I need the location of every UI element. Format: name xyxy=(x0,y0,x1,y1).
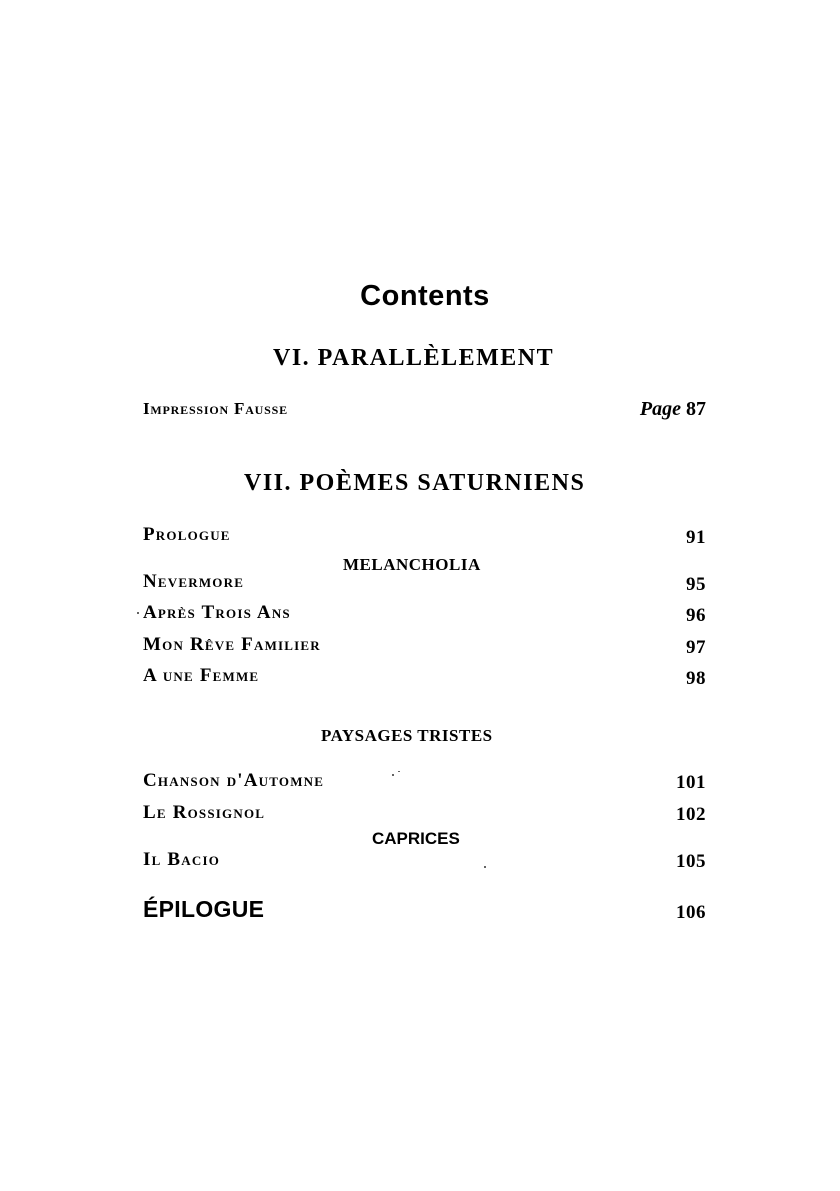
section-heading-vii: VII. POÈMES SATURNIENS xyxy=(244,470,586,496)
toc-entry-apres-trois-ans: Après Trois Ans xyxy=(143,602,291,623)
scan-speck xyxy=(392,774,394,776)
page-number-value: 87 xyxy=(686,398,706,420)
page-number-95: 95 xyxy=(686,574,706,595)
page-number-101: 101 xyxy=(676,772,706,793)
page-number-91: 91 xyxy=(686,527,706,548)
toc-entry-mon-reve-familier: Mon Rêve Familier xyxy=(143,634,321,655)
page-number-102: 102 xyxy=(676,804,706,825)
page-number-87 xyxy=(640,398,706,421)
toc-entry-chanson-d-automne: Chanson d'Automne xyxy=(143,770,325,791)
subheading-caprices: CAPRICES xyxy=(372,829,460,848)
page-number-105: 105 xyxy=(676,851,706,872)
toc-entry-a-une-femme: A une Femme xyxy=(143,665,260,686)
toc-entry-le-rossignol: Le Rossignol xyxy=(143,802,266,823)
toc-entry-prologue: Prologue xyxy=(143,524,231,545)
page-number-106: 106 xyxy=(676,902,706,923)
toc-entry-epilogue: ÉPILOGUE xyxy=(143,896,265,922)
page-number-97: 97 xyxy=(686,637,706,658)
page-prefix-label: Page xyxy=(639,398,681,420)
toc-entry-nevermore: Nevermore xyxy=(143,571,245,592)
subheading-paysages-tristes: PAYSAGES TRISTES xyxy=(321,726,493,745)
scan-speck xyxy=(137,612,139,614)
scan-speck xyxy=(398,771,400,772)
section-heading-vi: VI. PARALLÈLEMENT xyxy=(273,345,555,371)
page-title: Contents xyxy=(360,280,490,312)
toc-entry-impression-fausse: Impression Fausse xyxy=(143,399,288,418)
page-number-98: 98 xyxy=(686,668,706,689)
scan-speck xyxy=(484,866,486,868)
toc-entry-il-bacio: Il Bacio xyxy=(143,849,221,870)
subheading-melancholia: MELANCHOLIA xyxy=(343,555,481,574)
page-number-96: 96 xyxy=(686,605,706,626)
